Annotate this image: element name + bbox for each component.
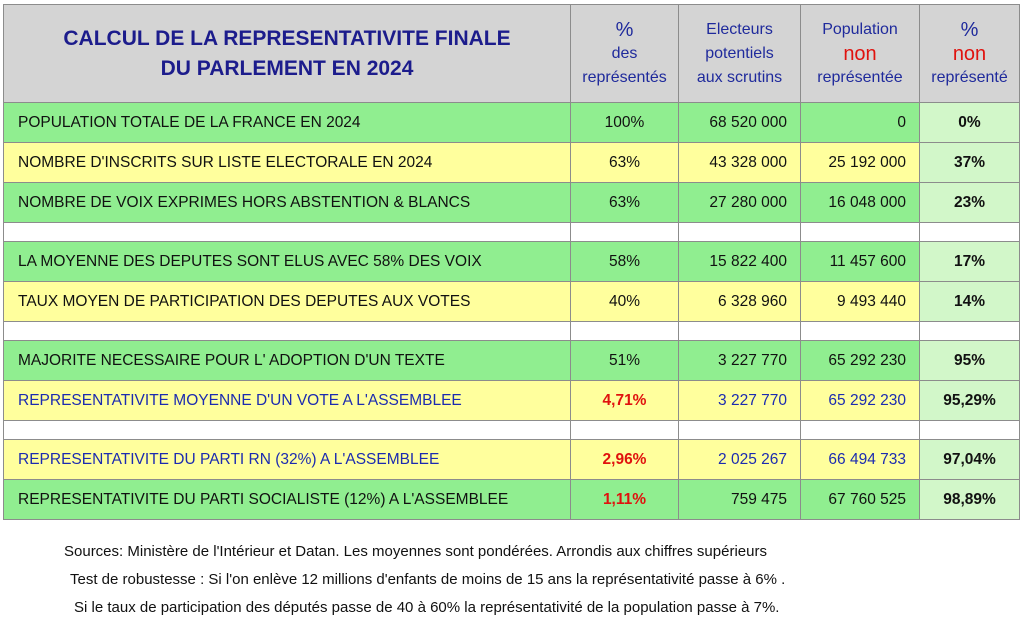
row-voters: 3 227 770 [679, 341, 801, 381]
row-voters: 68 520 000 [679, 103, 801, 143]
table-row [4, 440, 1020, 480]
header-pct-represented: % des représentés [571, 5, 679, 103]
table-header-row [4, 5, 1020, 103]
footnotes [0, 538, 940, 622]
row-pct: 100% [571, 103, 679, 143]
row-pct: 40% [571, 282, 679, 322]
row-non-pct: 97,04% [920, 440, 1020, 480]
row-non-pct: 0% [920, 103, 1020, 143]
row-label: POPULATION TOTALE DE LA FRANCE EN 2024 [4, 103, 571, 143]
row-population: 65 292 230 [801, 341, 920, 381]
row-population: 67 760 525 [801, 480, 920, 520]
row-label: TAUX MOYEN DE PARTICIPATION DES DEPUTES AUX VOTES [4, 282, 571, 322]
footnote-robustness: Test de robustesse : Si l'on enlève 12 millions d'enfants de moins de 15 ans la représentativité passe à 6% . [70, 571, 786, 588]
table-row [4, 480, 1020, 520]
row-population: 66 494 733 [801, 440, 920, 480]
row-pct: 63% [571, 183, 679, 223]
row-non-pct: 23% [920, 183, 1020, 223]
row-non-pct: 14% [920, 282, 1020, 322]
row-voters: 15 822 400 [679, 242, 801, 282]
table-row [4, 242, 1020, 282]
title-line-2: DU PARLEMENT EN 2024 [160, 56, 414, 80]
row-voters: 2 025 267 [679, 440, 801, 480]
row-non-pct: 17% [920, 242, 1020, 282]
row-pct: 1,11% [571, 480, 679, 520]
table-row [4, 183, 1020, 223]
row-voters: 6 328 960 [679, 282, 801, 322]
table-row [4, 143, 1020, 183]
spacer-row [4, 223, 1020, 242]
row-label: REPRESENTATIVITE DU PARTI RN (32%) A L'ASSEMBLEE [4, 440, 571, 480]
header-potential-voters: Electeurs potentiels aux scrutins [679, 5, 801, 103]
row-pct: 2,96% [571, 440, 679, 480]
row-label: NOMBRE DE VOIX EXPRIMES HORS ABSTENTION & BLANCS [4, 183, 571, 223]
spacer-row [4, 421, 1020, 440]
table-row [4, 103, 1020, 143]
row-pct: 4,71% [571, 381, 679, 421]
row-non-pct: 95% [920, 341, 1020, 381]
footnote-sources: Sources: Ministère de l'Intérieur et Datan. Les moyennes sont pondérées. Arrondis aux chiffres supérieurs [64, 543, 767, 560]
header-pct-unrepresented: % non représenté [920, 5, 1020, 103]
row-population: 16 048 000 [801, 183, 920, 223]
row-population: 0 [801, 103, 920, 143]
header-unrepresented-population: Population non représentée [801, 5, 920, 103]
row-voters: 759 475 [679, 480, 801, 520]
title-line-1: CALCUL DE LA REPRESENTATIVITE FINALE [63, 26, 511, 50]
footnote-participation: Si le taux de participation des députés passe de 40 à 60% la représentativité de la population passe à 7%. [74, 599, 780, 616]
representativity-table [3, 4, 1020, 520]
row-non-pct: 98,89% [920, 480, 1020, 520]
table-row [4, 381, 1020, 421]
row-non-pct: 95,29% [920, 381, 1020, 421]
row-voters: 43 328 000 [679, 143, 801, 183]
row-label: REPRESENTATIVITE DU PARTI SOCIALISTE (12%) A L'ASSEMBLEE [4, 480, 571, 520]
spacer-row [4, 322, 1020, 341]
row-voters: 3 227 770 [679, 381, 801, 421]
row-population: 25 192 000 [801, 143, 920, 183]
row-label: REPRESENTATIVITE MOYENNE D'UN VOTE A L'ASSEMBLEE [4, 381, 571, 421]
row-label: MAJORITE NECESSAIRE POUR L' ADOPTION D'UN TEXTE [4, 341, 571, 381]
row-non-pct: 37% [920, 143, 1020, 183]
table-row [4, 341, 1020, 381]
row-label: NOMBRE D'INSCRITS SUR LISTE ELECTORALE EN 2024 [4, 143, 571, 183]
table-title [4, 5, 571, 103]
row-population: 9 493 440 [801, 282, 920, 322]
row-population: 65 292 230 [801, 381, 920, 421]
row-pct: 63% [571, 143, 679, 183]
row-voters: 27 280 000 [679, 183, 801, 223]
row-pct: 58% [571, 242, 679, 282]
row-population: 11 457 600 [801, 242, 920, 282]
table-row [4, 282, 1020, 322]
row-pct: 51% [571, 341, 679, 381]
row-label: LA MOYENNE DES DEPUTES SONT ELUS AVEC 58% DES VOIX [4, 242, 571, 282]
